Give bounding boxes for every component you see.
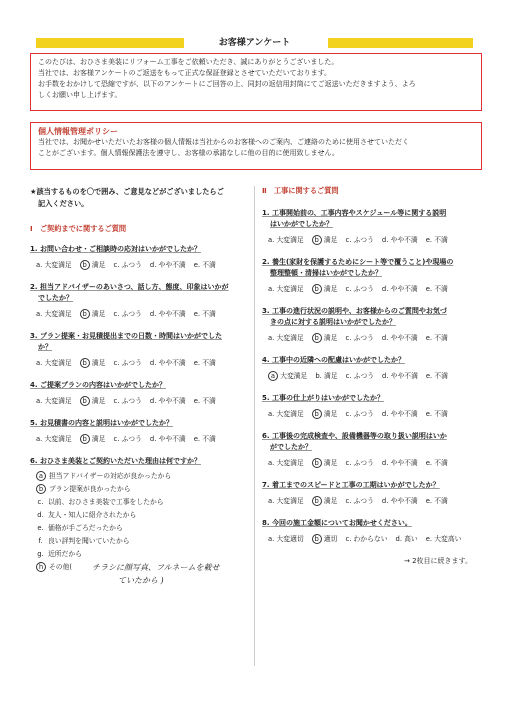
selected-circle: b <box>80 309 90 319</box>
answer-options <box>268 234 482 245</box>
answer-option[interactable]: a. 大変満足 <box>36 359 72 367</box>
answer-option[interactable]: e. 不満 <box>425 459 448 467</box>
answer-option[interactable] <box>312 408 338 419</box>
answer-option[interactable]: e. 不満 <box>193 397 216 405</box>
answer-option[interactable]: c. ふつう <box>113 435 142 443</box>
option-label: 満足 <box>321 334 338 342</box>
reason-text: 担当アドバイザーの対応が良かったから <box>49 472 172 480</box>
reason-option[interactable] <box>36 548 252 561</box>
answer-option[interactable]: c. ふつう <box>113 359 142 367</box>
reason-letter: e. <box>37 524 44 532</box>
selected-circle: b <box>80 260 90 270</box>
answer-option[interactable]: e. 不満 <box>425 236 448 244</box>
answer-option[interactable]: e. 不満 <box>425 285 448 293</box>
question-text: 5. お見積書の内容と説明はいかがでしたか？ <box>30 419 173 427</box>
answer-option[interactable]: d. やや不満 <box>381 497 418 505</box>
selected-circle: b <box>80 396 90 406</box>
answer-option[interactable]: a. 大変満足 <box>268 334 304 342</box>
reason-option[interactable] <box>36 496 252 509</box>
instruction <box>30 186 252 210</box>
intro-box <box>30 53 482 111</box>
answer-option[interactable] <box>312 234 338 245</box>
question-text: か？ <box>38 343 52 351</box>
selected-circle: b <box>80 358 90 368</box>
selected-circle: b <box>312 409 322 419</box>
question-text: がでしたか？ <box>270 443 312 451</box>
right-column <box>262 186 482 566</box>
answer-option[interactable]: b. 満足 <box>315 372 338 380</box>
answer-option[interactable] <box>80 433 106 444</box>
option-label: 満足 <box>321 285 338 293</box>
option-label: 満足 <box>321 497 338 505</box>
answer-option[interactable] <box>312 332 338 343</box>
answer-option[interactable]: d. やや不満 <box>149 261 186 269</box>
reason-letter: g. <box>37 550 44 558</box>
section-2-heading: Ⅱ 工事に関するご質問 <box>262 186 339 195</box>
right-questions <box>262 208 482 544</box>
intro-line: 当社では、お客様アンケートのご返送をもって正式な保証登録とさせていただいております。 <box>38 69 332 77</box>
question-text: 3. 工事の進行状況の説明や、お客様からのご質問やお気づ <box>262 307 447 315</box>
reason-text: プラン提案が良かったから <box>49 485 131 493</box>
answer-options <box>36 395 252 406</box>
question-text: はいかがでしたか？ <box>270 220 333 228</box>
page-title: お客様アンケート <box>218 38 291 48</box>
question-text: きの点に対する説明はいかがでしたか？ <box>270 318 396 326</box>
answer-option[interactable]: a. 大変満足 <box>268 236 304 244</box>
question-text: 8. 今回の施工金額についてお聞かせください。 <box>262 519 412 527</box>
answer-option[interactable] <box>80 308 106 319</box>
option-label: 満足 <box>89 310 106 318</box>
reason-option[interactable] <box>36 535 252 548</box>
answer-option[interactable]: d. やや不満 <box>381 285 418 293</box>
reason-option[interactable] <box>36 509 252 522</box>
privacy-title: 個人情報管理ポリシー <box>38 127 118 136</box>
question-text: 3. プラン提案・お見積提出までの日数・時間はいかがでした <box>30 332 222 340</box>
question-text: でしたか？ <box>38 294 73 302</box>
selected-circle: b <box>312 496 322 506</box>
reason-text: その他( <box>49 563 73 571</box>
answer-option[interactable] <box>80 395 106 406</box>
privacy-line: ことがございます。個人情報保護法を遵守し、お客様の承諾なしに他の目的に使用致しません。 <box>38 149 339 157</box>
answer-option[interactable] <box>268 370 307 381</box>
reason-text: 良い評判を聞いていたから <box>48 537 130 545</box>
answer-options <box>268 332 482 343</box>
answer-option[interactable]: c. ふつう <box>345 459 374 467</box>
privacy-box <box>30 122 482 170</box>
question-text: 6. 工事後の完成検査や、設備機器等の取り扱い説明はいか <box>262 432 447 440</box>
answer-option[interactable]: d. やや不満 <box>382 372 418 380</box>
selected-circle: a <box>268 371 278 381</box>
answer-option[interactable]: c. ふつう <box>345 372 375 380</box>
column-divider <box>254 186 255 666</box>
option-label: 満足 <box>89 397 106 405</box>
q6-reasons <box>30 470 252 574</box>
reason-letter: h <box>36 562 46 572</box>
answer-option[interactable]: d. やや不満 <box>149 359 186 367</box>
question-text: 4. 工事中の近隣への配慮はいかがでしたか？ <box>262 356 405 364</box>
answer-option[interactable]: a. 大変適切 <box>268 535 304 543</box>
privacy-line: 当社では、お聞かせいただいたお客様の個人情報は当社からのお客様へのご案内、ご連絡のために使用させていただく <box>38 138 409 146</box>
answer-options <box>36 308 252 319</box>
answer-option[interactable]: e. 不満 <box>425 372 448 380</box>
answer-options <box>268 533 482 544</box>
question-text: 1. 工事開始前の、工事内容やスケジュール等に関する説明 <box>262 209 447 217</box>
selected-circle: b <box>312 284 322 294</box>
question-text: 1. お問い合わせ・ご相談時の応対はいかがでしたか？ <box>30 245 201 253</box>
answer-option[interactable]: d. やや不満 <box>149 397 186 405</box>
question-text: 7. 着工までのスピードと工事の工期はいかがでしたか？ <box>262 481 440 489</box>
reason-option[interactable] <box>36 470 252 483</box>
left-column <box>30 186 252 586</box>
answer-option[interactable]: d. やや不満 <box>381 459 418 467</box>
answer-options <box>268 283 482 294</box>
answer-option[interactable]: c. ふつう <box>113 261 142 269</box>
intro-line: しくお願い申し上げます。 <box>38 91 122 99</box>
handwriting-line-2: ていたから ) <box>118 576 164 585</box>
answer-option[interactable]: a. 大変満足 <box>36 261 72 269</box>
answer-option[interactable]: c. ふつう <box>345 410 374 418</box>
selected-circle: b <box>312 458 322 468</box>
instruction-line: ★該当するものを〇で囲み、ご意見などがございましたらご <box>30 187 224 196</box>
selected-circle: b <box>80 434 90 444</box>
answer-option[interactable]: a. 大変満足 <box>268 459 304 467</box>
answer-option[interactable]: e. 不満 <box>193 261 216 269</box>
reason-letter: c. <box>37 498 44 506</box>
reason-text: 価格が手ごろだったから <box>48 524 123 532</box>
question-text: 2. 担当アドバイザーのあいさつ、話し方、態度、印象はいかが <box>30 283 229 291</box>
answer-options <box>268 495 482 506</box>
selected-circle: b <box>312 534 322 544</box>
reason-text: 近所だから <box>48 550 82 558</box>
answer-option[interactable]: a. 大変満足 <box>268 410 304 418</box>
answer-option[interactable]: e. 不満 <box>193 310 216 318</box>
reason-option[interactable] <box>36 483 252 496</box>
option-label: 満足 <box>321 410 338 418</box>
reason-option[interactable] <box>36 522 252 535</box>
answer-option[interactable]: d. やや不満 <box>381 334 418 342</box>
handwritten-answer <box>92 562 252 573</box>
answer-option[interactable]: a. 大変満足 <box>36 435 72 443</box>
q6-title: 6. おひさま美装とご契約いただいた理由は何ですか？ <box>30 457 201 465</box>
reason-text: 友人・知人に紹介されたから <box>48 511 137 519</box>
answer-option[interactable]: d. 高い <box>395 535 418 543</box>
section-1-heading: Ⅰ ご契約までに関するご質問 <box>30 224 127 233</box>
answer-option[interactable]: d. やや不満 <box>381 410 418 418</box>
answer-option[interactable]: e. 大変高い <box>425 535 462 543</box>
instruction-line: 記入ください。 <box>38 199 89 208</box>
answer-option[interactable] <box>312 457 338 468</box>
answer-option[interactable] <box>312 283 338 294</box>
intro-line: お手数をおかけして恐縮ですが、以下のアンケートにご回答の上、同封の返信用封筒にてご返送いただきますよう、よろ <box>38 80 416 88</box>
question-text: 4. ご提案プランの内容はいかがでしたか？ <box>30 381 166 389</box>
answer-option[interactable]: d. やや不満 <box>149 435 186 443</box>
option-label: 満足 <box>89 261 106 269</box>
answer-option[interactable]: e. 不満 <box>425 497 448 505</box>
reason-letter: b <box>36 484 46 494</box>
privacy-text <box>31 123 481 162</box>
answer-option[interactable]: c. わからない <box>345 535 388 543</box>
question-text: 整理整頓・清掃はいかがでしたか？ <box>270 269 382 277</box>
left-questions <box>30 244 252 444</box>
option-label: 満足 <box>89 359 106 367</box>
answer-option[interactable]: a. 大変満足 <box>268 285 304 293</box>
option-label: 大変満足 <box>278 372 308 380</box>
answer-options <box>36 357 252 368</box>
answer-option[interactable]: c. ふつう <box>345 285 374 293</box>
answer-option[interactable]: d. やや不満 <box>381 236 418 244</box>
answer-option[interactable]: e. 不満 <box>425 410 448 418</box>
reason-letter: d. <box>37 511 44 519</box>
answer-option[interactable]: c. ふつう <box>345 236 374 244</box>
question-text: 2. 養生(家財を保護するためにシート等で覆うこと)や現場の <box>262 258 454 266</box>
answer-option[interactable]: a. 大変満足 <box>268 497 304 505</box>
intro-line: このたびは、おひさま美装にリフォーム工事をご依頼いただき、誠にありがとうございました。 <box>38 58 339 66</box>
handwriting-line-1: チラシに顔写真、フルネームを載せ <box>92 563 220 572</box>
answer-option[interactable] <box>312 495 338 506</box>
answer-options <box>268 457 482 468</box>
reason-letter: f. <box>38 537 43 545</box>
option-label: 満足 <box>89 435 106 443</box>
answer-option[interactable] <box>312 533 338 544</box>
answer-option[interactable] <box>80 357 106 368</box>
answer-options <box>36 259 252 270</box>
answer-option[interactable] <box>80 259 106 270</box>
answer-options <box>268 370 482 381</box>
selected-circle: b <box>312 235 322 245</box>
answer-option[interactable]: e. 不満 <box>193 359 216 367</box>
answer-option[interactable]: e. 不満 <box>425 334 448 342</box>
continue-note: → 2枚目に続きます。 <box>404 557 472 565</box>
answer-option[interactable]: d. やや不満 <box>149 310 186 318</box>
reason-text: 以前、おひさま美装で工事をしたから <box>48 498 164 506</box>
answer-option[interactable]: c. ふつう <box>345 497 374 505</box>
answer-option[interactable]: c. ふつう <box>345 334 374 342</box>
answer-option[interactable]: c. ふつう <box>113 397 142 405</box>
intro-text <box>31 54 481 104</box>
answer-option[interactable]: e. 不満 <box>193 435 216 443</box>
answer-option[interactable]: a. 大変満足 <box>36 310 72 318</box>
answer-option[interactable]: c. ふつう <box>113 310 142 318</box>
reason-letter: a <box>36 471 46 481</box>
option-label: 満足 <box>321 459 338 467</box>
answer-options <box>36 433 252 444</box>
selected-circle: b <box>312 333 322 343</box>
option-label: 適切 <box>321 535 338 543</box>
question-text: 5. 工事の仕上がりはいかがでしたか？ <box>262 394 384 402</box>
option-label: 満足 <box>321 236 338 244</box>
answer-option[interactable]: a. 大変満足 <box>36 397 72 405</box>
handwritten-answer-2 <box>118 575 252 586</box>
answer-options <box>268 408 482 419</box>
